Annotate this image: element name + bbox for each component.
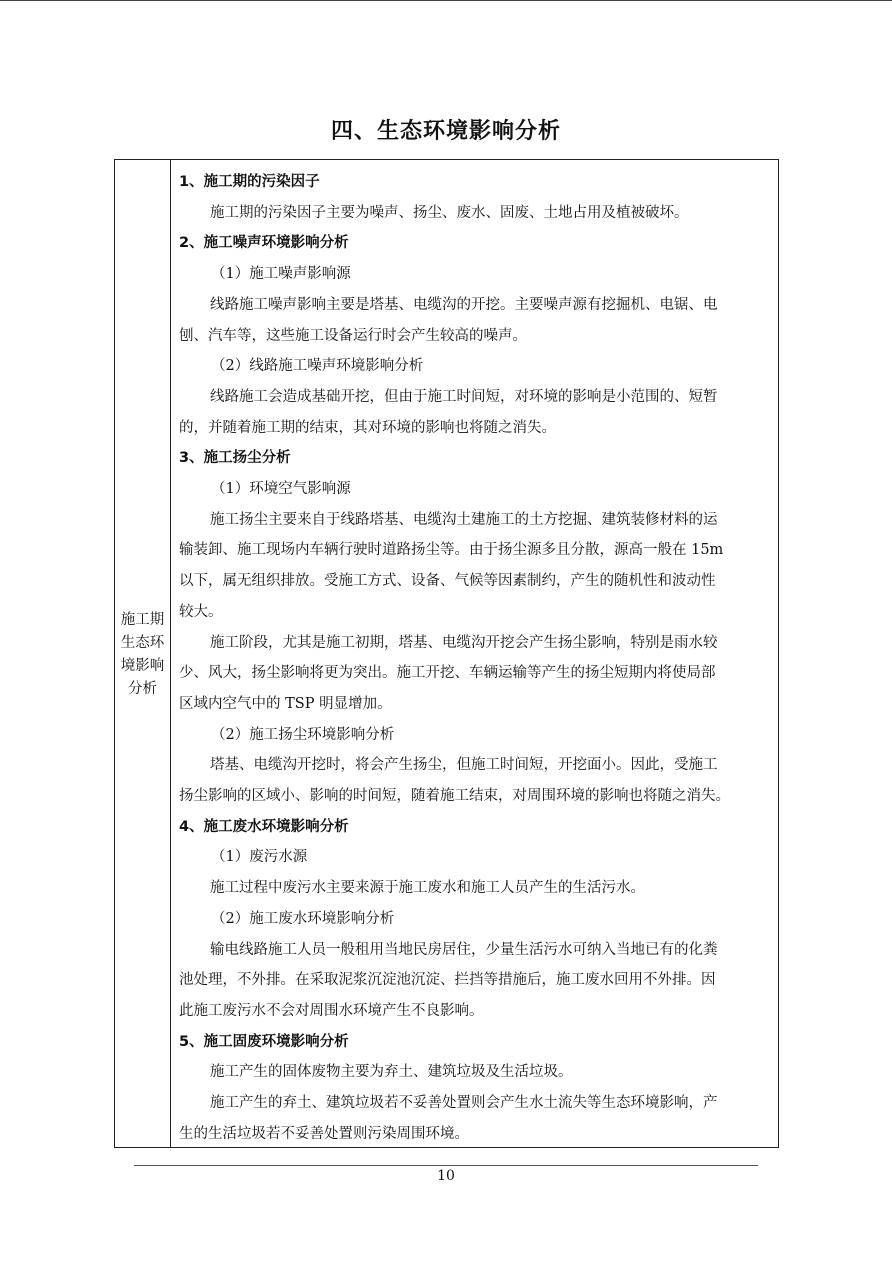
section-heading: 3、施工扬尘分析 bbox=[179, 450, 291, 467]
paragraph-line: 池处理，不外排。在采取泥浆沉淀池沉淀、拦挡等措施后，施工废水回用不外排。因 bbox=[179, 972, 716, 989]
paragraph-line: 施工产生的固体废物主要为弃土、建筑垃圾及生活垃圾。 bbox=[210, 1064, 573, 1081]
paragraph-line: 少、风大，扬尘影响将更为突出。施工开挖、车辆运输等产生的扬尘短期内将使局部 bbox=[179, 665, 716, 682]
row-label bbox=[121, 609, 165, 701]
subsection-heading: （1）环境空气影响源 bbox=[211, 481, 351, 498]
paragraph-line: 线路施工噪声影响主要是塔基、电缆沟的开挖。主要噪声源有挖掘机、电锯、电 bbox=[210, 296, 718, 313]
subsection-heading: （1）施工噪声影响源 bbox=[211, 266, 351, 283]
paragraph-line: 较大。 bbox=[179, 603, 223, 620]
section-heading: 2、施工噪声环境影响分析 bbox=[179, 235, 349, 252]
paragraph-line: 此施工废污水不会对周围水环境产生不良影响。 bbox=[179, 1002, 484, 1019]
subsection-heading: （2）施工扬尘环境影响分析 bbox=[211, 726, 395, 743]
paragraph-line: 输装卸、施工现场内车辆行驶时道路扬尘等。由于扬尘源多且分散，源高一般在 15m bbox=[179, 542, 724, 559]
page-number: 10 bbox=[437, 1168, 455, 1184]
paragraph-line: 的，并随着施工期的结束，其对环境的影响也将随之消失。 bbox=[179, 419, 556, 436]
row-label-line: 境影响 bbox=[120, 657, 165, 674]
paragraph-line: 刨、汽车等，这些施工设备运行时会产生较高的噪声。 bbox=[179, 327, 527, 344]
section-heading: 5、施工固废环境影响分析 bbox=[179, 1033, 349, 1050]
subsection-heading: （2）线路施工噪声环境影响分析 bbox=[211, 358, 424, 375]
paragraph-line: 施工过程中废污水主要来源于施工废水和施工人员产生的生活污水。 bbox=[210, 880, 645, 897]
content-cell bbox=[171, 160, 778, 1147]
row-label-line: 分析 bbox=[128, 680, 157, 697]
paragraph-line: 输电线路施工人员一般租用当地民房居住，少量生活污水可纳入当地已有的化粪 bbox=[210, 941, 718, 958]
paragraph-line: 线路施工会造成基础开挖，但由于施工时间短，对环境的影响是小范围的、短暂 bbox=[210, 388, 718, 405]
paragraph-line: 施工阶段，尤其是施工初期，塔基、电缆沟开挖会产生扬尘影响，特别是雨水较 bbox=[210, 634, 718, 651]
paragraph-line: 区域内空气中的 TSP 明显增加。 bbox=[179, 695, 392, 712]
top-border-line bbox=[0, 0, 892, 1]
subsection-heading: （1）废污水源 bbox=[211, 849, 308, 866]
row-label-line: 生态环 bbox=[120, 634, 165, 651]
paragraph-line: 塔基、电缆沟开挖时，将会产生扬尘，但施工时间短，开挖面小。因此，受施工 bbox=[210, 757, 718, 774]
paragraph-line: 扬尘影响的区域小、影响的时间短，随着施工结束，对周围环境的影响也将随之消失。 bbox=[179, 788, 730, 805]
footer-rule bbox=[134, 1165, 758, 1166]
paragraph-line: 生的生活垃圾若不妥善处置则污染周围环境。 bbox=[179, 1125, 469, 1142]
section-heading: 1、施工期的污染因子 bbox=[179, 174, 320, 190]
page-title: 四、生态环境影响分析 bbox=[330, 119, 561, 144]
paragraph-line: 施工期的污染因子主要为噪声、扬尘、废水、固废、土地占用及植被破坏。 bbox=[210, 204, 689, 221]
paragraph-line: 施工扬尘主要来自于线路塔基、电缆沟土建施工的土方挖掘、建筑装修材料的运 bbox=[210, 511, 718, 528]
analysis-table bbox=[114, 159, 779, 1148]
section-heading: 4、施工废水环境影响分析 bbox=[179, 818, 349, 835]
row-label-line: 施工期 bbox=[120, 611, 165, 628]
row-label-cell bbox=[115, 160, 171, 1147]
subsection-heading: （2）施工废水环境影响分析 bbox=[211, 910, 395, 927]
paragraph-line: 施工产生的弃土、建筑垃圾若不妥善处置则会产生水土流失等生态环境影响，产 bbox=[210, 1095, 718, 1112]
paragraph-line: 以下，属无组织排放。受施工方式、设备、气候等因素制约，产生的随机性和波动性 bbox=[179, 573, 716, 590]
